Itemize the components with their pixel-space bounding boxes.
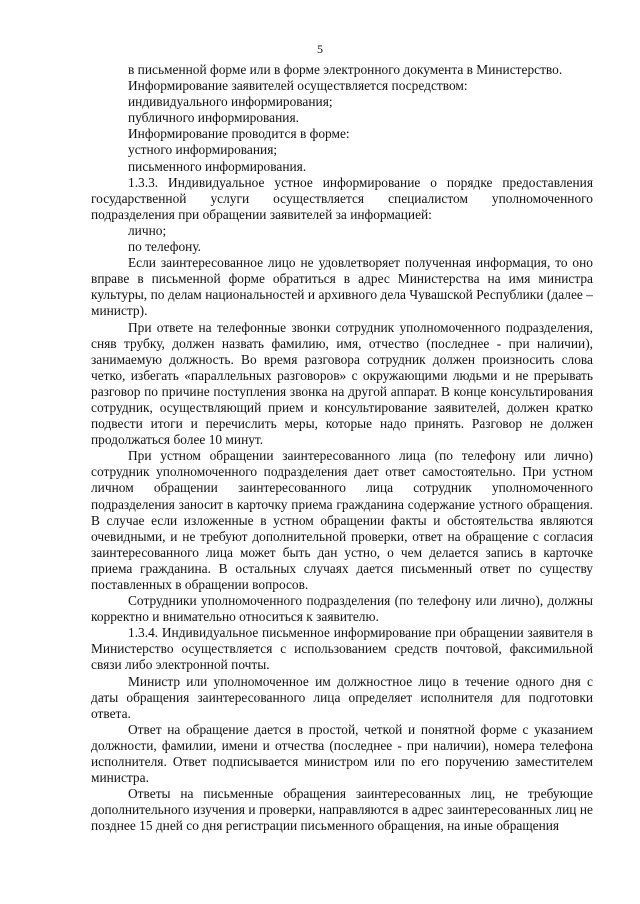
paragraph-answer-deadline: Ответы на письменные обращения заинтересованных лиц, не требующие дополнительного изучения и проверки, направляются в адрес заинтересованных лиц не позднее 15 дней со дня регистрации письменного обращения, на иные обращения: [91, 786, 593, 834]
list-item-written: письменного информирования.: [128, 158, 307, 174]
list-item-phone: по телефону.: [128, 239, 202, 255]
list-item-individual: индивидуального информирования;: [128, 94, 333, 110]
document-body: [91, 62, 593, 835]
paragraph-1-3-3: 1.3.3. Индивидуальное устное информирование о порядке предоставления государственной услуги осуществляется специалистом уполномоченного подразделения при обращении заявителей за информацией:: [91, 174, 593, 222]
paragraph-oral-request: При устном обращении заинтересованного лица (по телефону или лично) сотрудник уполномоченного подразделения дает ответ самостоятельно. При устном личном обращении заинтересованного лица сотрудник уполномоченного подразделения заносит в карточку приема гражданина содержание устного обращения. В случае если изложенные в устном обращении факты и обстоятельства являются очевидными, и не требуют дополнительной проверки, ответ на обращение с согласия заинтересованного лица может быть дан устно, о чем делается запись в карточке приема гражданина. В остальных случаях дается письменный ответ по существу поставленных в обращении вопросов.: [91, 448, 593, 592]
paragraph-2: Информирование заявителей осуществляется посредством:: [128, 78, 468, 94]
paragraph-dissatisfied: Если заинтересованное лицо не удовлетворяет полученная информация, то оно вправе в письменной форме обратиться в адрес Министерства на имя министра культуры, по делам национальностей и архивного дела Чувашской Республики (далее – министр).: [91, 255, 593, 319]
list-item-oral: устного информирования;: [128, 142, 278, 158]
list-item-public: публичного информирования.: [128, 110, 299, 126]
paragraph-staff-conduct: Сотрудники уполномоченного подразделения (по телефону или лично), должны корректно и внимательно относиться к заявителю.: [91, 593, 593, 625]
paragraph-1: в письменной форме или в форме электронного документа в Министерство.: [128, 62, 563, 77]
paragraph-answer-form: Ответ на обращение дается в простой, четкой и понятной форме с указанием должности, фамилии, имени и отчества (последнее - при наличии), номера телефона исполнителя. Ответ подписывается министром или по его поручению заместителем министра.: [91, 721, 593, 786]
page-number: 5: [317, 42, 323, 56]
list-item-personally: лично;: [128, 222, 167, 238]
paragraph-minister-assigns: Министр или уполномоченное им должностное лицо в течение одного дня с даты обращения заинтересованного лица определяет исполнителя для подготовки ответа.: [91, 673, 593, 721]
paragraph-phone-calls: При ответе на телефонные звонки сотрудник уполномоченного подразделения, сняв трубку, должен назвать фамилию, имя, отчество (последнее - при наличии), занимаемую должность. Во время разговора сотрудник должен произносить слова четко, избегать «параллельных разговоров» с окружающими людьми и не прерывать разговор по причине поступления звонка на другой аппарат. В конце консультирования сотрудник, осуществляющий прием и консультирование заявителей, должен кратко подвести итоги и перечислить меры, которые надо принять. Разговор не должен продолжаться более 10 минут.: [91, 319, 593, 448]
paragraph-forms: Информирование проводится в форме:: [128, 126, 350, 142]
paragraph-1-3-4: 1.3.4. Индивидуальное письменное информирование при обращении заявителя в Министерство осуществляется с использованием средств почтовой, факсимильной связи либо электронной почты.: [91, 625, 593, 673]
